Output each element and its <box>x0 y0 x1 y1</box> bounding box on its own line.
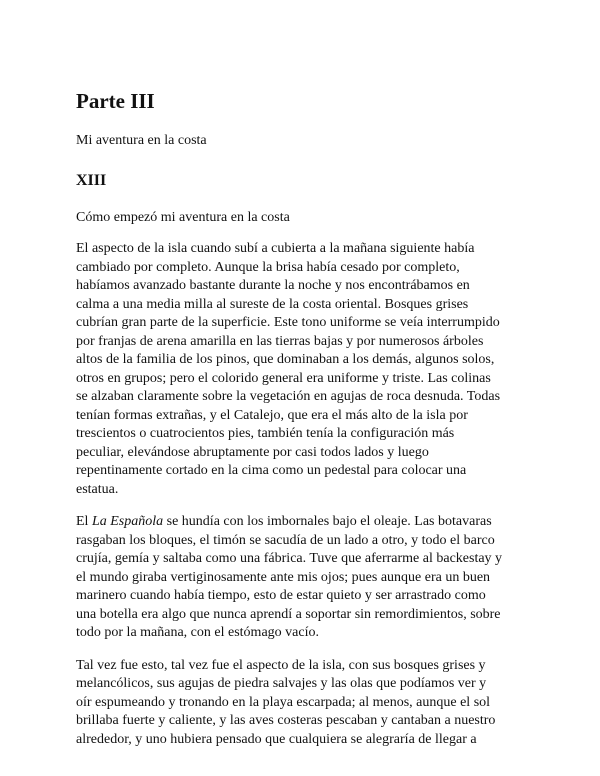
chapter-title: XIII <box>76 172 107 189</box>
paragraph-line: estatua. <box>76 481 119 497</box>
paragraph-line: habíamos avanzado bastante durante la noche y nos encontrábamos en <box>76 278 470 293</box>
paragraph-line: trescientos o cuatrocientos pies, también tenía la configuración más <box>76 426 455 441</box>
part-subtitle: Mi aventura en la costa <box>76 133 207 148</box>
book-page <box>76 88 522 749</box>
paragraph-2 <box>76 513 522 643</box>
paragraph-line: rasgaban los bloques, el timón se sacudía de un lado a otro, y todo el barco <box>76 532 495 548</box>
paragraph-line: altos de la familia de los pinos, que dominaban a los demás, algunos solos, <box>76 352 495 367</box>
paragraph-line: cubrían gran parte de la superficie. Este tono uniforme se veía interrumpido <box>76 315 500 330</box>
paragraph-line: crujía, gemía y saltaba como una fábrica. Tuve que aferrarme al backestay y <box>76 551 503 566</box>
paragraph-1 <box>76 240 522 499</box>
paragraph-line: el mundo giraba vertiginosamente ante mis ojos; pues aunque era un buen <box>76 569 491 585</box>
paragraph-line: calma a una media milla al sureste de la costa oriental. Bosques grises <box>76 296 469 312</box>
paragraph-line: repentinamente cortado en la cima como un pedestal para colocar una <box>76 463 467 478</box>
paragraph-line: por franjas de arena amarilla en las tierras bajas y por numerosos árboles <box>76 333 484 349</box>
paragraph-line <box>76 513 522 532</box>
paragraph-line: Tal vez fue esto, tal vez fue el aspecto de la isla, con sus bosques grises y <box>76 657 486 673</box>
paragraph-line: marinero cuando había tiempo, esto de estar quieto y ser arrastrado como <box>76 588 486 603</box>
part-title: Parte III <box>76 89 155 113</box>
paragraph-line: peculiar, elevándose abruptamente por casi todos lados y luego <box>76 444 429 460</box>
paragraph-line: oír espumeando y tronando en la playa escarpada; al menos, aunque el sol <box>76 694 491 710</box>
paragraph-line: El aspecto de la isla cuando subí a cubierta a la mañana siguiente había <box>76 241 475 256</box>
text-run: El <box>76 514 92 529</box>
paragraph-3 <box>76 657 522 750</box>
text-run: se hundía con los imbornales bajo el oleaje. Las botavaras <box>163 514 492 529</box>
paragraph-line: todo por la mañana, con el estómago vacío. <box>76 625 319 640</box>
paragraph-line: otros en grupos; pero el colorido general era uniforme y triste. Las colinas <box>76 370 491 386</box>
ship-name: La Española <box>91 514 164 529</box>
paragraph-line: cambiado por completo. Aunque la brisa había cesado por completo, <box>76 259 460 275</box>
chapter-subtitle: Cómo empezó mi aventura en la costa <box>76 210 290 225</box>
paragraph-line: una botella era algo que nunca aprendí a soportar sin remordimientos, sobre <box>76 606 501 622</box>
paragraph-line: alrededor, y uno hubiera pensado que cualquiera se alegraría de llegar a <box>76 731 477 747</box>
paragraph-line: melancólicos, sus agujas de piedra salvajes y las olas que podíamos ver y <box>76 676 487 691</box>
paragraph-line: tenían formas extrañas, y el Catalejo, que era el más alto de la isla por <box>76 407 468 423</box>
paragraph-line: brillaba fuerte y caliente, y las aves costeras pescaban y cantaban a nuestro <box>76 713 496 728</box>
paragraph-line: se alzaban claramente sobre la vegetación en agujas de roca desnuda. Todas <box>76 389 501 404</box>
